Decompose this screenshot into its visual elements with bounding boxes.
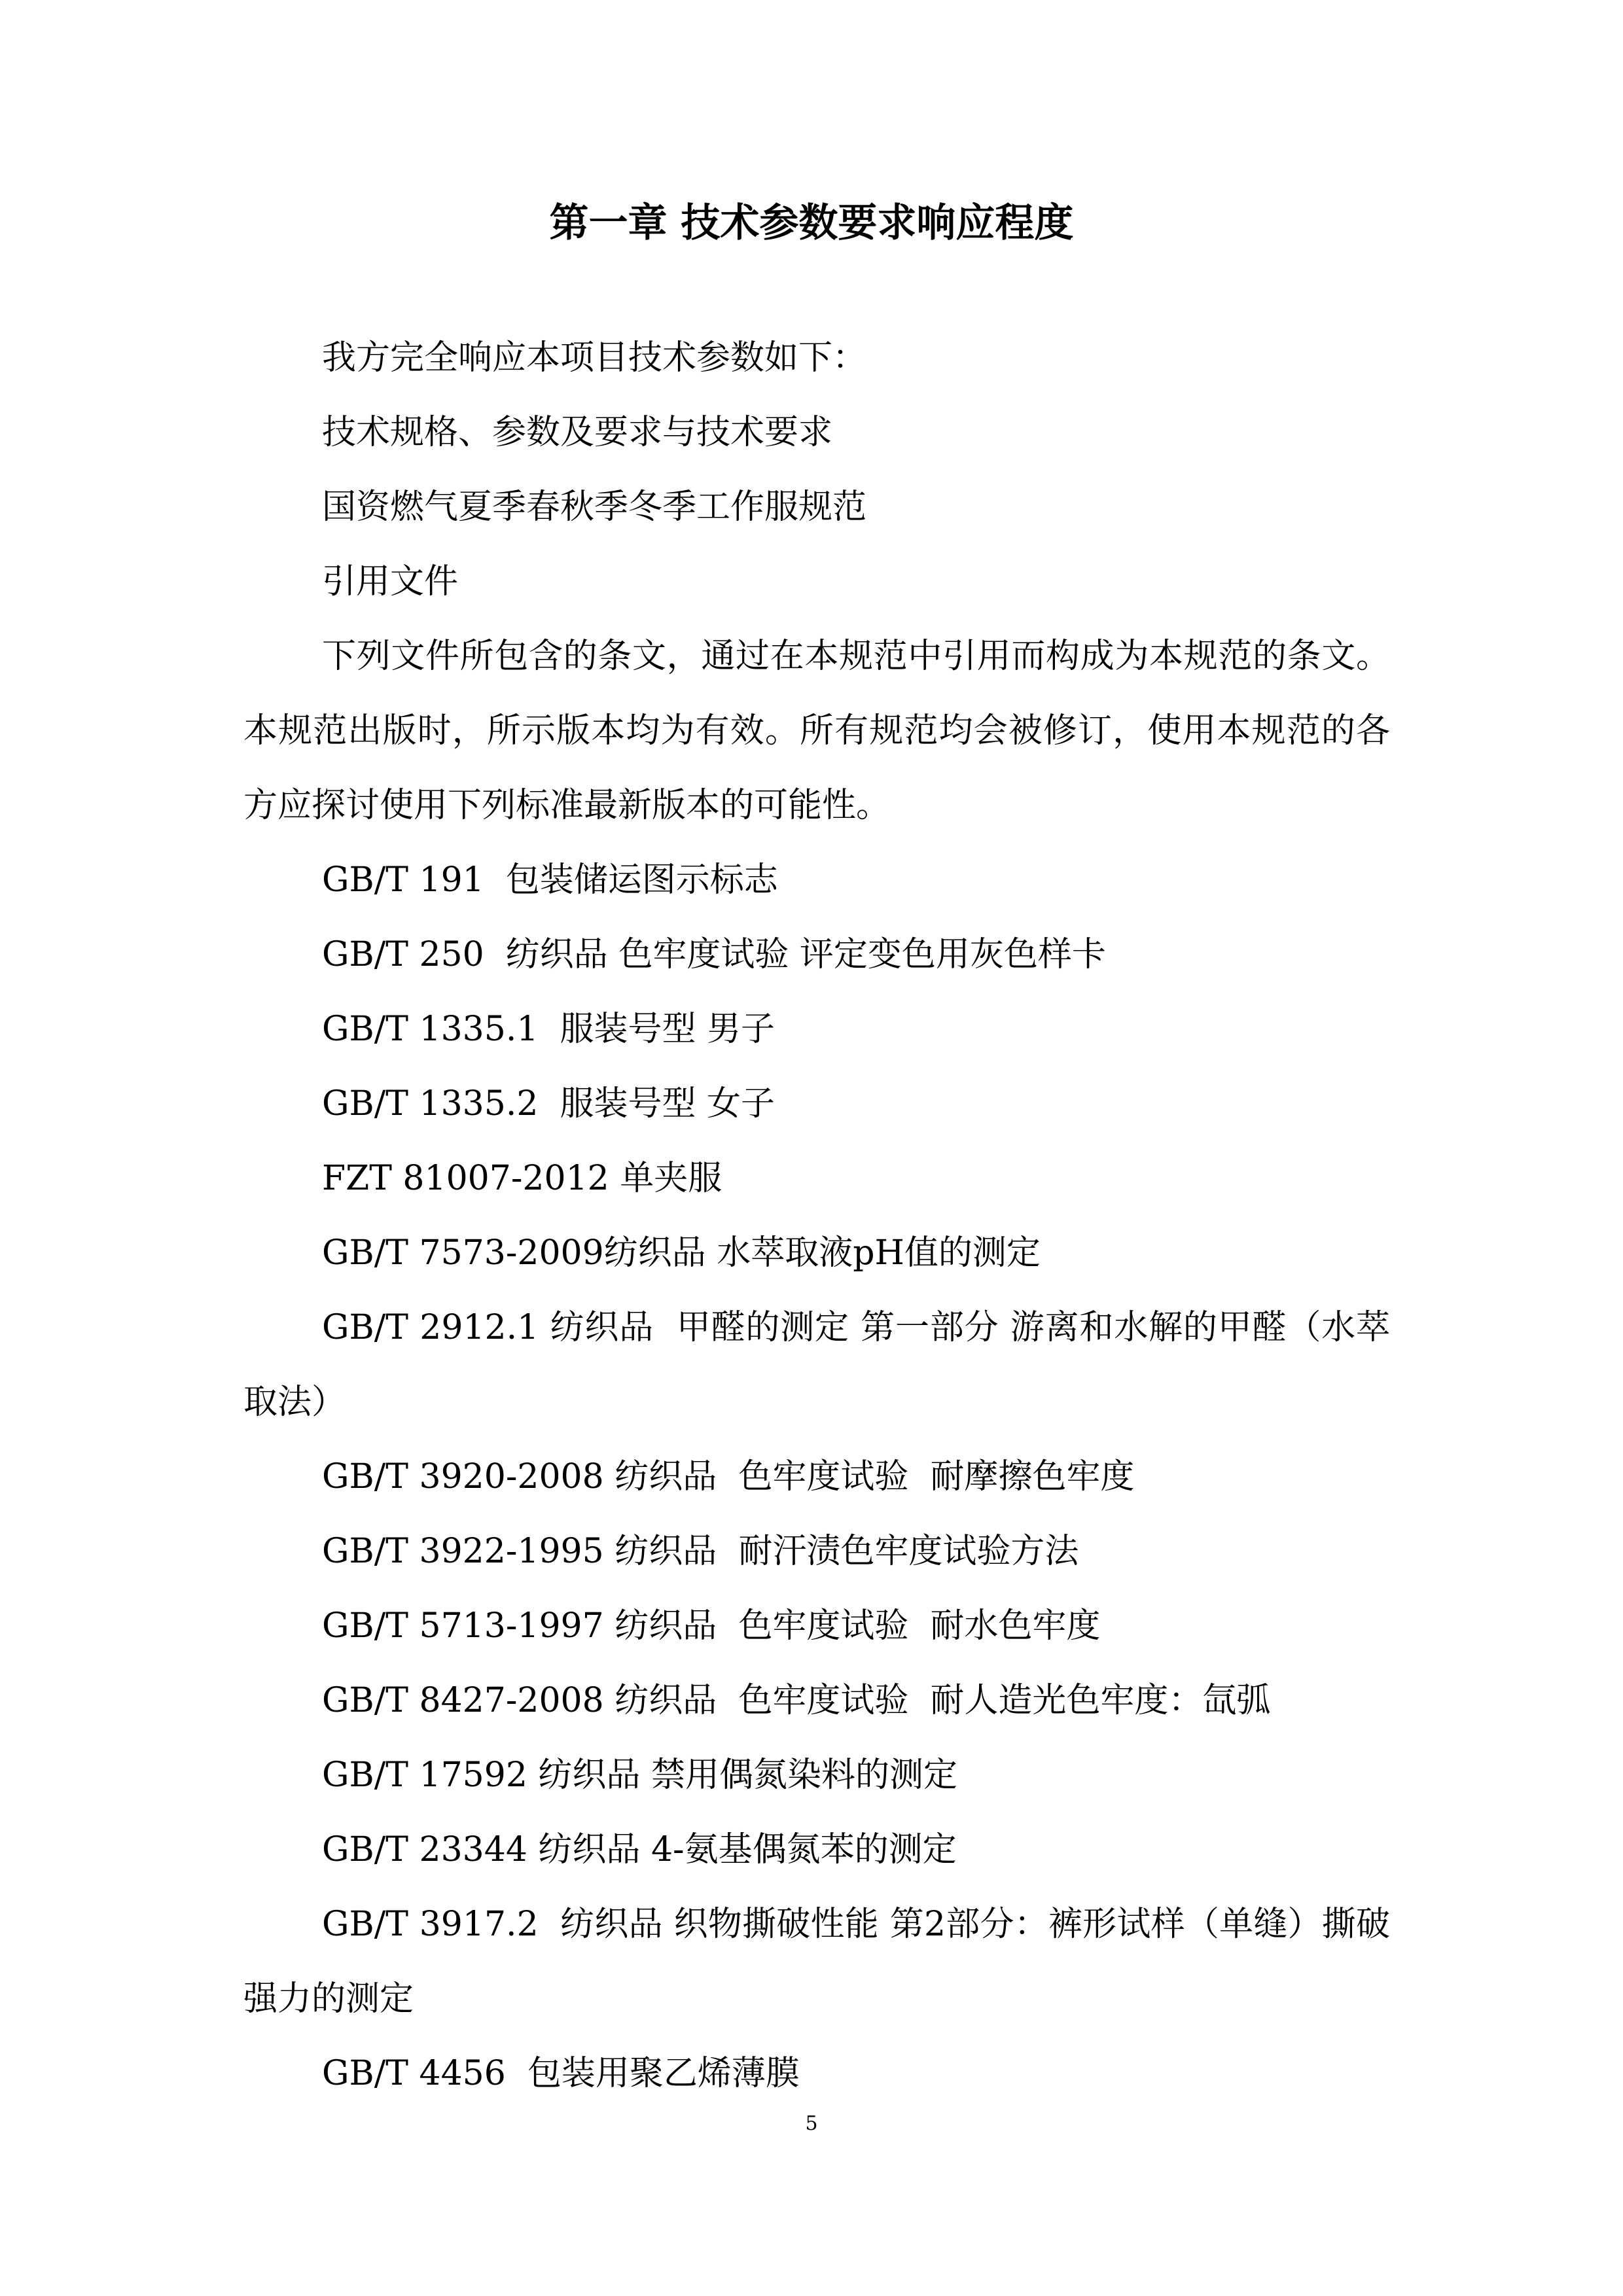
reference-item: GB/T 3922-1995 纺织品 耐汗渍色牢度试验方法 [322,1532,1079,1571]
references-intro: 下列文件所包含的条文，通过在本规范中引用而构成为本规范的条文。本规范出版时，所示版本均为有效。所有规范均会被修订，使用本规范的各方应探讨使用下列标准最新版本的可能性。 [243,637,1390,825]
reference-item: GB/T 4456 包装用聚乙烯薄膜 [322,2054,800,2093]
reference-item: GB/T 250 纺织品 色牢度试验 评定变色用灰色样卡 [322,935,1106,974]
reference-item: GB/T 2912.1 纺织品 甲醛的测定 第一部分 游离和水解的甲醛（水萃取法） [243,1308,1390,1422]
reference-item: GB/T 8427-2008 纺织品 色牢度试验 耐人造光色牢度：氙弧 [322,1681,1271,1720]
reference-item: GB/T 191 包装储运图示标志 [322,860,778,900]
reference-item: GB/T 3920-2008 纺织品 色牢度试验 耐摩擦色牢度 [322,1457,1135,1496]
reference-item: GB/T 23344 纺织品 4-氨基偶氮苯的测定 [322,1830,957,1869]
reference-item: GB/T 17592 纺织品 禁用偶氮染料的测定 [322,1756,957,1795]
reference-item: GB/T 1335.1 服装号型 男子 [322,1010,776,1049]
section-heading: 技术规格、参数及要求与技术要求 [322,413,833,452]
reference-item: FZT 81007-2012 单夹服 [322,1159,722,1198]
intro-paragraph: 我方完全响应本项目技术参数如下： [322,338,867,378]
references-heading: 引用文件 [322,562,459,601]
page-number: 5 [805,2112,818,2135]
document-body [243,321,1390,2111]
reference-item: GB/T 3917.2 纺织品 织物撕破性能 第2部分：裤形试样（单缝）撕破强力的测定 [243,1905,1390,2019]
spec-name: 国资燃气夏季春秋季冬季工作服规范 [322,487,867,527]
reference-item: GB/T 1335.2 服装号型 女子 [322,1084,776,1123]
reference-item: GB/T 5713-1997 纺织品 色牢度试验 耐水色牢度 [322,1606,1101,1646]
page-title: 第一章 技术参数要求响应程度 [549,200,1074,246]
reference-item: GB/T 7573-2009纺织品 水萃取液pH值的测定 [322,1233,1041,1273]
